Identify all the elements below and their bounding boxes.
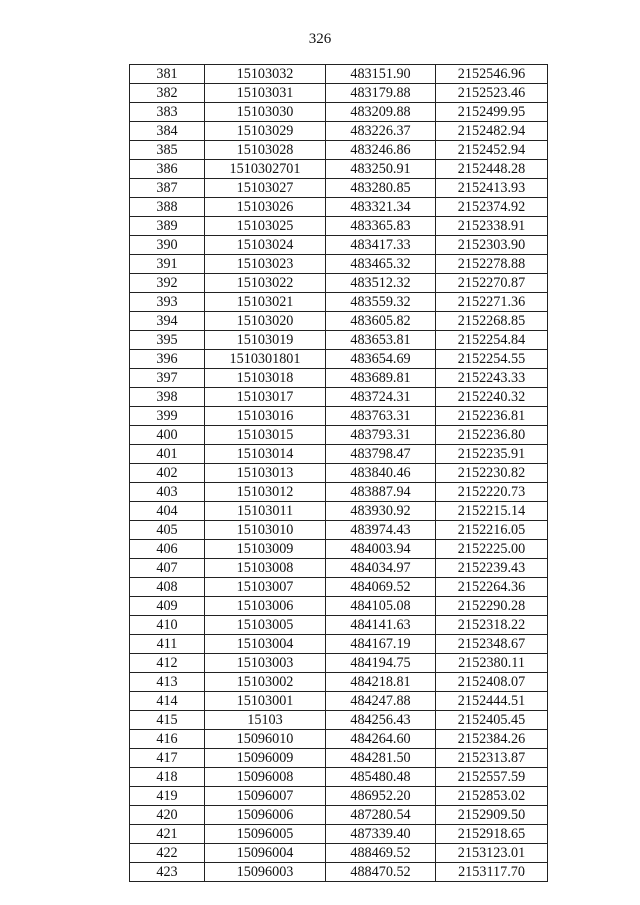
x-coordinate-cell: 483654.69 — [326, 350, 436, 369]
point-id-cell: 15103003 — [205, 654, 326, 673]
table-row — [130, 711, 548, 730]
y-coordinate-cell: 2152482.94 — [436, 122, 548, 141]
row-index-cell: 386 — [130, 160, 205, 179]
y-coordinate-cell: 2152216.05 — [436, 521, 548, 540]
x-coordinate-cell: 484264.60 — [326, 730, 436, 749]
x-coordinate-cell: 483793.31 — [326, 426, 436, 445]
y-coordinate-cell: 2152215.14 — [436, 502, 548, 521]
x-coordinate-cell: 483974.43 — [326, 521, 436, 540]
point-id-cell: 15103009 — [205, 540, 326, 559]
table-row — [130, 331, 548, 350]
x-coordinate-cell: 483179.88 — [326, 84, 436, 103]
point-id-cell: 15103007 — [205, 578, 326, 597]
table-row — [130, 350, 548, 369]
y-coordinate-cell: 2152452.94 — [436, 141, 548, 160]
point-id-cell: 15103029 — [205, 122, 326, 141]
row-index-cell: 416 — [130, 730, 205, 749]
y-coordinate-cell: 2152380.11 — [436, 654, 548, 673]
x-coordinate-cell: 484141.63 — [326, 616, 436, 635]
y-coordinate-cell: 2152264.36 — [436, 578, 548, 597]
table-row — [130, 388, 548, 407]
row-index-cell: 403 — [130, 483, 205, 502]
point-id-cell: 15096006 — [205, 806, 326, 825]
y-coordinate-cell: 2152448.28 — [436, 160, 548, 179]
table-row — [130, 825, 548, 844]
x-coordinate-cell: 484069.52 — [326, 578, 436, 597]
point-id-cell: 15103019 — [205, 331, 326, 350]
point-id-cell: 15103016 — [205, 407, 326, 426]
table-row — [130, 369, 548, 388]
x-coordinate-cell: 483512.32 — [326, 274, 436, 293]
row-index-cell: 384 — [130, 122, 205, 141]
x-coordinate-cell: 483417.33 — [326, 236, 436, 255]
row-index-cell: 398 — [130, 388, 205, 407]
x-coordinate-cell: 483365.83 — [326, 217, 436, 236]
y-coordinate-cell: 2152236.81 — [436, 407, 548, 426]
point-id-cell: 1510302701 — [205, 160, 326, 179]
y-coordinate-cell: 2152220.73 — [436, 483, 548, 502]
y-coordinate-cell: 2152853.02 — [436, 787, 548, 806]
table-row — [130, 274, 548, 293]
table-row — [130, 863, 548, 882]
table-row — [130, 635, 548, 654]
x-coordinate-cell: 487339.40 — [326, 825, 436, 844]
x-coordinate-cell: 483605.82 — [326, 312, 436, 331]
row-index-cell: 406 — [130, 540, 205, 559]
point-id-cell: 15103015 — [205, 426, 326, 445]
x-coordinate-cell: 488470.52 — [326, 863, 436, 882]
x-coordinate-cell: 483250.91 — [326, 160, 436, 179]
x-coordinate-cell: 483724.31 — [326, 388, 436, 407]
table-row — [130, 749, 548, 768]
row-index-cell: 391 — [130, 255, 205, 274]
point-id-cell: 15103 — [205, 711, 326, 730]
table-row — [130, 502, 548, 521]
table-row — [130, 521, 548, 540]
y-coordinate-cell: 2152499.95 — [436, 103, 548, 122]
x-coordinate-cell: 483689.81 — [326, 369, 436, 388]
table-row — [130, 787, 548, 806]
y-coordinate-cell: 2152303.90 — [436, 236, 548, 255]
x-coordinate-cell: 484034.97 — [326, 559, 436, 578]
point-id-cell: 15103022 — [205, 274, 326, 293]
x-coordinate-cell: 484167.19 — [326, 635, 436, 654]
point-id-cell: 15103012 — [205, 483, 326, 502]
coordinates-table — [129, 64, 548, 882]
table-row — [130, 844, 548, 863]
table-row — [130, 217, 548, 236]
point-id-cell: 15103026 — [205, 198, 326, 217]
point-id-cell: 15096004 — [205, 844, 326, 863]
table-row — [130, 806, 548, 825]
x-coordinate-cell: 484218.81 — [326, 673, 436, 692]
y-coordinate-cell: 2152348.67 — [436, 635, 548, 654]
table-row — [130, 768, 548, 787]
row-index-cell: 408 — [130, 578, 205, 597]
x-coordinate-cell: 484247.88 — [326, 692, 436, 711]
point-id-cell: 15103014 — [205, 445, 326, 464]
point-id-cell: 15103025 — [205, 217, 326, 236]
table-row — [130, 103, 548, 122]
table-row — [130, 198, 548, 217]
table-row — [130, 179, 548, 198]
x-coordinate-cell: 483559.32 — [326, 293, 436, 312]
y-coordinate-cell: 2152313.87 — [436, 749, 548, 768]
table-row — [130, 255, 548, 274]
table-row — [130, 84, 548, 103]
x-coordinate-cell: 483763.31 — [326, 407, 436, 426]
row-index-cell: 396 — [130, 350, 205, 369]
point-id-cell: 15103032 — [205, 65, 326, 84]
y-coordinate-cell: 2152240.32 — [436, 388, 548, 407]
table-row — [130, 141, 548, 160]
point-id-cell: 15103006 — [205, 597, 326, 616]
y-coordinate-cell: 2152374.92 — [436, 198, 548, 217]
row-index-cell: 414 — [130, 692, 205, 711]
row-index-cell: 381 — [130, 65, 205, 84]
point-id-cell: 15103010 — [205, 521, 326, 540]
row-index-cell: 413 — [130, 673, 205, 692]
point-id-cell: 15103020 — [205, 312, 326, 331]
row-index-cell: 382 — [130, 84, 205, 103]
row-index-cell: 417 — [130, 749, 205, 768]
y-coordinate-cell: 2152290.28 — [436, 597, 548, 616]
point-id-cell: 1510301801 — [205, 350, 326, 369]
x-coordinate-cell: 483280.85 — [326, 179, 436, 198]
point-id-cell: 15103018 — [205, 369, 326, 388]
point-id-cell: 15103005 — [205, 616, 326, 635]
table-row — [130, 464, 548, 483]
point-id-cell: 15103031 — [205, 84, 326, 103]
point-id-cell: 15096009 — [205, 749, 326, 768]
x-coordinate-cell: 483151.90 — [326, 65, 436, 84]
x-coordinate-cell: 484281.50 — [326, 749, 436, 768]
y-coordinate-cell: 2152271.36 — [436, 293, 548, 312]
row-index-cell: 388 — [130, 198, 205, 217]
x-coordinate-cell: 488469.52 — [326, 844, 436, 863]
row-index-cell: 411 — [130, 635, 205, 654]
row-index-cell: 387 — [130, 179, 205, 198]
x-coordinate-cell: 484256.43 — [326, 711, 436, 730]
row-index-cell: 402 — [130, 464, 205, 483]
point-id-cell: 15096010 — [205, 730, 326, 749]
y-coordinate-cell: 2152523.46 — [436, 84, 548, 103]
point-id-cell: 15096005 — [205, 825, 326, 844]
row-index-cell: 383 — [130, 103, 205, 122]
row-index-cell: 409 — [130, 597, 205, 616]
y-coordinate-cell: 2152918.65 — [436, 825, 548, 844]
row-index-cell: 401 — [130, 445, 205, 464]
y-coordinate-cell: 2152236.80 — [436, 426, 548, 445]
row-index-cell: 410 — [130, 616, 205, 635]
y-coordinate-cell: 2152270.87 — [436, 274, 548, 293]
point-id-cell: 15103028 — [205, 141, 326, 160]
y-coordinate-cell: 2152268.85 — [436, 312, 548, 331]
point-id-cell: 15103023 — [205, 255, 326, 274]
row-index-cell: 400 — [130, 426, 205, 445]
x-coordinate-cell: 487280.54 — [326, 806, 436, 825]
coordinates-table-body — [130, 65, 548, 882]
x-coordinate-cell: 483798.47 — [326, 445, 436, 464]
table-row — [130, 293, 548, 312]
point-id-cell: 15103017 — [205, 388, 326, 407]
y-coordinate-cell: 2153117.70 — [436, 863, 548, 882]
point-id-cell: 15103011 — [205, 502, 326, 521]
table-row — [130, 578, 548, 597]
x-coordinate-cell: 484105.08 — [326, 597, 436, 616]
point-id-cell: 15103004 — [205, 635, 326, 654]
y-coordinate-cell: 2152413.93 — [436, 179, 548, 198]
table-row — [130, 654, 548, 673]
point-id-cell: 15103021 — [205, 293, 326, 312]
row-index-cell: 390 — [130, 236, 205, 255]
y-coordinate-cell: 2152909.50 — [436, 806, 548, 825]
point-id-cell: 15103008 — [205, 559, 326, 578]
y-coordinate-cell: 2152338.91 — [436, 217, 548, 236]
x-coordinate-cell: 483887.94 — [326, 483, 436, 502]
row-index-cell: 404 — [130, 502, 205, 521]
y-coordinate-cell: 2152557.59 — [436, 768, 548, 787]
row-index-cell: 407 — [130, 559, 205, 578]
table-row — [130, 540, 548, 559]
row-index-cell: 405 — [130, 521, 205, 540]
row-index-cell: 420 — [130, 806, 205, 825]
y-coordinate-cell: 2152239.43 — [436, 559, 548, 578]
table-row — [130, 483, 548, 502]
y-coordinate-cell: 2152235.91 — [436, 445, 548, 464]
x-coordinate-cell: 483840.46 — [326, 464, 436, 483]
y-coordinate-cell: 2152254.84 — [436, 331, 548, 350]
row-index-cell: 423 — [130, 863, 205, 882]
point-id-cell: 15103002 — [205, 673, 326, 692]
x-coordinate-cell: 485480.48 — [326, 768, 436, 787]
point-id-cell: 15096007 — [205, 787, 326, 806]
x-coordinate-cell: 484194.75 — [326, 654, 436, 673]
table-row — [130, 445, 548, 464]
row-index-cell: 422 — [130, 844, 205, 863]
point-id-cell: 15103030 — [205, 103, 326, 122]
x-coordinate-cell: 486952.20 — [326, 787, 436, 806]
point-id-cell: 15103013 — [205, 464, 326, 483]
point-id-cell: 15103027 — [205, 179, 326, 198]
x-coordinate-cell: 484003.94 — [326, 540, 436, 559]
y-coordinate-cell: 2152546.96 — [436, 65, 548, 84]
table-row — [130, 160, 548, 179]
x-coordinate-cell: 483930.92 — [326, 502, 436, 521]
row-index-cell: 415 — [130, 711, 205, 730]
table-row — [130, 597, 548, 616]
row-index-cell: 412 — [130, 654, 205, 673]
page-number: 326 — [308, 31, 332, 47]
row-index-cell: 399 — [130, 407, 205, 426]
table-row — [130, 236, 548, 255]
row-index-cell: 397 — [130, 369, 205, 388]
row-index-cell: 392 — [130, 274, 205, 293]
x-coordinate-cell: 483465.32 — [326, 255, 436, 274]
row-index-cell: 421 — [130, 825, 205, 844]
y-coordinate-cell: 2152318.22 — [436, 616, 548, 635]
x-coordinate-cell: 483226.37 — [326, 122, 436, 141]
y-coordinate-cell: 2153123.01 — [436, 844, 548, 863]
y-coordinate-cell: 2152278.88 — [436, 255, 548, 274]
table-row — [130, 730, 548, 749]
row-index-cell: 393 — [130, 293, 205, 312]
row-index-cell: 395 — [130, 331, 205, 350]
x-coordinate-cell: 483321.34 — [326, 198, 436, 217]
table-row — [130, 122, 548, 141]
table-row — [130, 312, 548, 331]
x-coordinate-cell: 483246.86 — [326, 141, 436, 160]
y-coordinate-cell: 2152225.00 — [436, 540, 548, 559]
x-coordinate-cell: 483653.81 — [326, 331, 436, 350]
row-index-cell: 385 — [130, 141, 205, 160]
table-row — [130, 407, 548, 426]
point-id-cell: 15103001 — [205, 692, 326, 711]
table-row — [130, 426, 548, 445]
table-row — [130, 65, 548, 84]
point-id-cell: 15103024 — [205, 236, 326, 255]
y-coordinate-cell: 2152230.82 — [436, 464, 548, 483]
table-row — [130, 692, 548, 711]
y-coordinate-cell: 2152444.51 — [436, 692, 548, 711]
table-row — [130, 673, 548, 692]
row-index-cell: 419 — [130, 787, 205, 806]
point-id-cell: 15096008 — [205, 768, 326, 787]
row-index-cell: 418 — [130, 768, 205, 787]
x-coordinate-cell: 483209.88 — [326, 103, 436, 122]
y-coordinate-cell: 2152405.45 — [436, 711, 548, 730]
table-row — [130, 559, 548, 578]
point-id-cell: 15096003 — [205, 863, 326, 882]
y-coordinate-cell: 2152254.55 — [436, 350, 548, 369]
y-coordinate-cell: 2152408.07 — [436, 673, 548, 692]
row-index-cell: 394 — [130, 312, 205, 331]
y-coordinate-cell: 2152243.33 — [436, 369, 548, 388]
table-row — [130, 616, 548, 635]
y-coordinate-cell: 2152384.26 — [436, 730, 548, 749]
row-index-cell: 389 — [130, 217, 205, 236]
